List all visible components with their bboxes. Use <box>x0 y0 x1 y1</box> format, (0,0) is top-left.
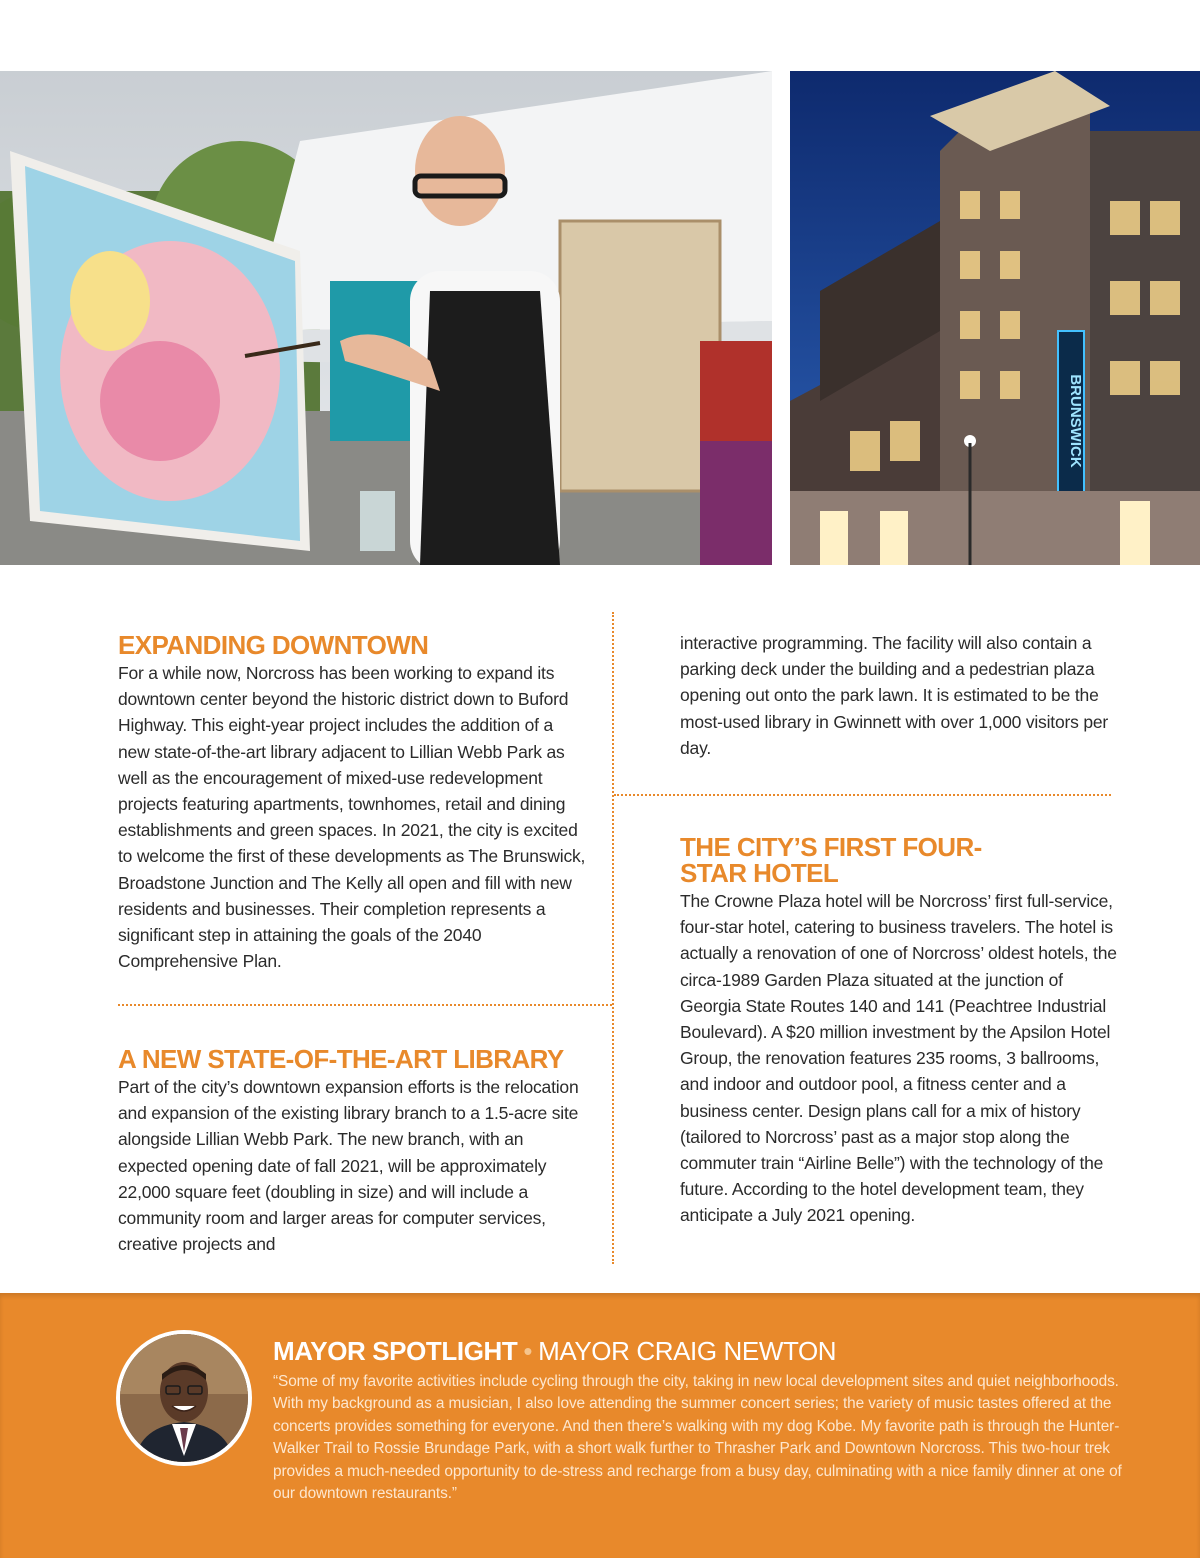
library-section <box>118 1046 588 1257</box>
mayor-name: MAYOR CRAIG NEWTON <box>538 1336 837 1366</box>
hotel-body: The Crowne Plaza hotel will be Norcross’ first full-service, four-star hotel, catering to business travelers. The hotel is actually a renovation of one of Norcross’ oldest hotels, the circa-1989 Garden Plaza situated at the junction of Georgia State Routes 140 and 141 (Peachtree Industrial Boulevard). A $20 million investment by the Apsilon Hotel Group, the renovation features 235 rooms, 3 ballrooms, and indoor and outdoor pool, a fitness center and a business center. Design plans call for a mix of history (tailored to Norcross’ past as a major stop along the commuter train “Airline Belle”) with the technology of the future. According to the hotel development team, they anticipate a July 2021 opening. <box>680 891 1117 1226</box>
column-divider <box>612 612 614 1264</box>
mayor-spotlight-banner <box>0 1293 1200 1558</box>
mayor-portrait-icon <box>120 1334 248 1462</box>
section-divider-left <box>118 1004 612 1006</box>
expanding-downtown-section <box>118 632 588 974</box>
spotlight-label: MAYOR SPOTLIGHT <box>273 1336 518 1366</box>
mayor-quote: “Some of my favorite activities include cycling through the city, taking in new local development sites and quiet neighborhoods. With my background as a musician, I also love attending the summer concert series; the variety of music tastes offered at the concerts provides something for everyone. And then there’s walking with my dog Kobe. My favorite path is through the Hunter-Walker Trail to Rossie Brundage Park, with a short walk further to Thrasher Park and Downtown Norcross. This two-hour trek provides a much-needed opportunity to de-stress and recharge from a busy day, culminating with a nice family dinner at one of our downtown restaurants.” <box>273 1373 1122 1503</box>
painter-at-art-fair-icon <box>0 71 772 565</box>
brunswick-building-icon <box>790 71 1200 565</box>
hotel-section <box>680 834 1120 1229</box>
library-body: Part of the city’s downtown expansion efforts is the relocation and expansion of the existing library branch to a 1.5-acre site alongside Lillian Webb Park. The new branch, with an expected opening date of fall 2021, will be approximately 22,000 square feet (doubling in size) and will include a community room and larger areas for computer services, creative projects and <box>118 1077 579 1255</box>
brunswick-sign: BRUNSWICK <box>1067 374 1084 468</box>
expanding-downtown-body: For a while now, Norcross has been working to expand its downtown center beyond the historic district down to Buford Highway. This eight-year project includes the addition of a new state-of-the-art library adjacent to Lillian Webb Park as well as the encouragement of mixed-use redevelopment projects featuring apartments, townhomes, retail and dining establishments and green spaces. In 2021, the city is excited to welcome the first of these developments as The Brunswick, Broadstone Junction and The Kelly all open and fill with new residents and businesses. Their completion represents a significant step in attaining the goals of the 2040 Comprehensive Plan. <box>118 663 586 972</box>
expanding-downtown-heading: EXPANDING DOWNTOWN <box>118 630 429 660</box>
section-divider-right <box>614 794 1111 796</box>
spotlight-heading <box>273 1334 1153 1368</box>
spotlight-separator: • <box>523 1336 533 1366</box>
library-body-continued: interactive programming. The facility will also contain a parking deck under the building and a pedestrian plaza opening out onto the park lawn. It is estimated to be the most-used library in Gwinnett with over 1,000 visitors per day. <box>680 633 1109 758</box>
hotel-heading: THE CITY’S FIRST FOUR-STAR HOTEL <box>680 832 982 888</box>
library-continued <box>680 630 1120 761</box>
mayor-avatar <box>116 1330 252 1466</box>
hotel-building-photo <box>790 71 1200 565</box>
painter-photo <box>0 71 772 565</box>
library-heading: A NEW STATE-OF-THE-ART LIBRARY <box>118 1044 564 1074</box>
